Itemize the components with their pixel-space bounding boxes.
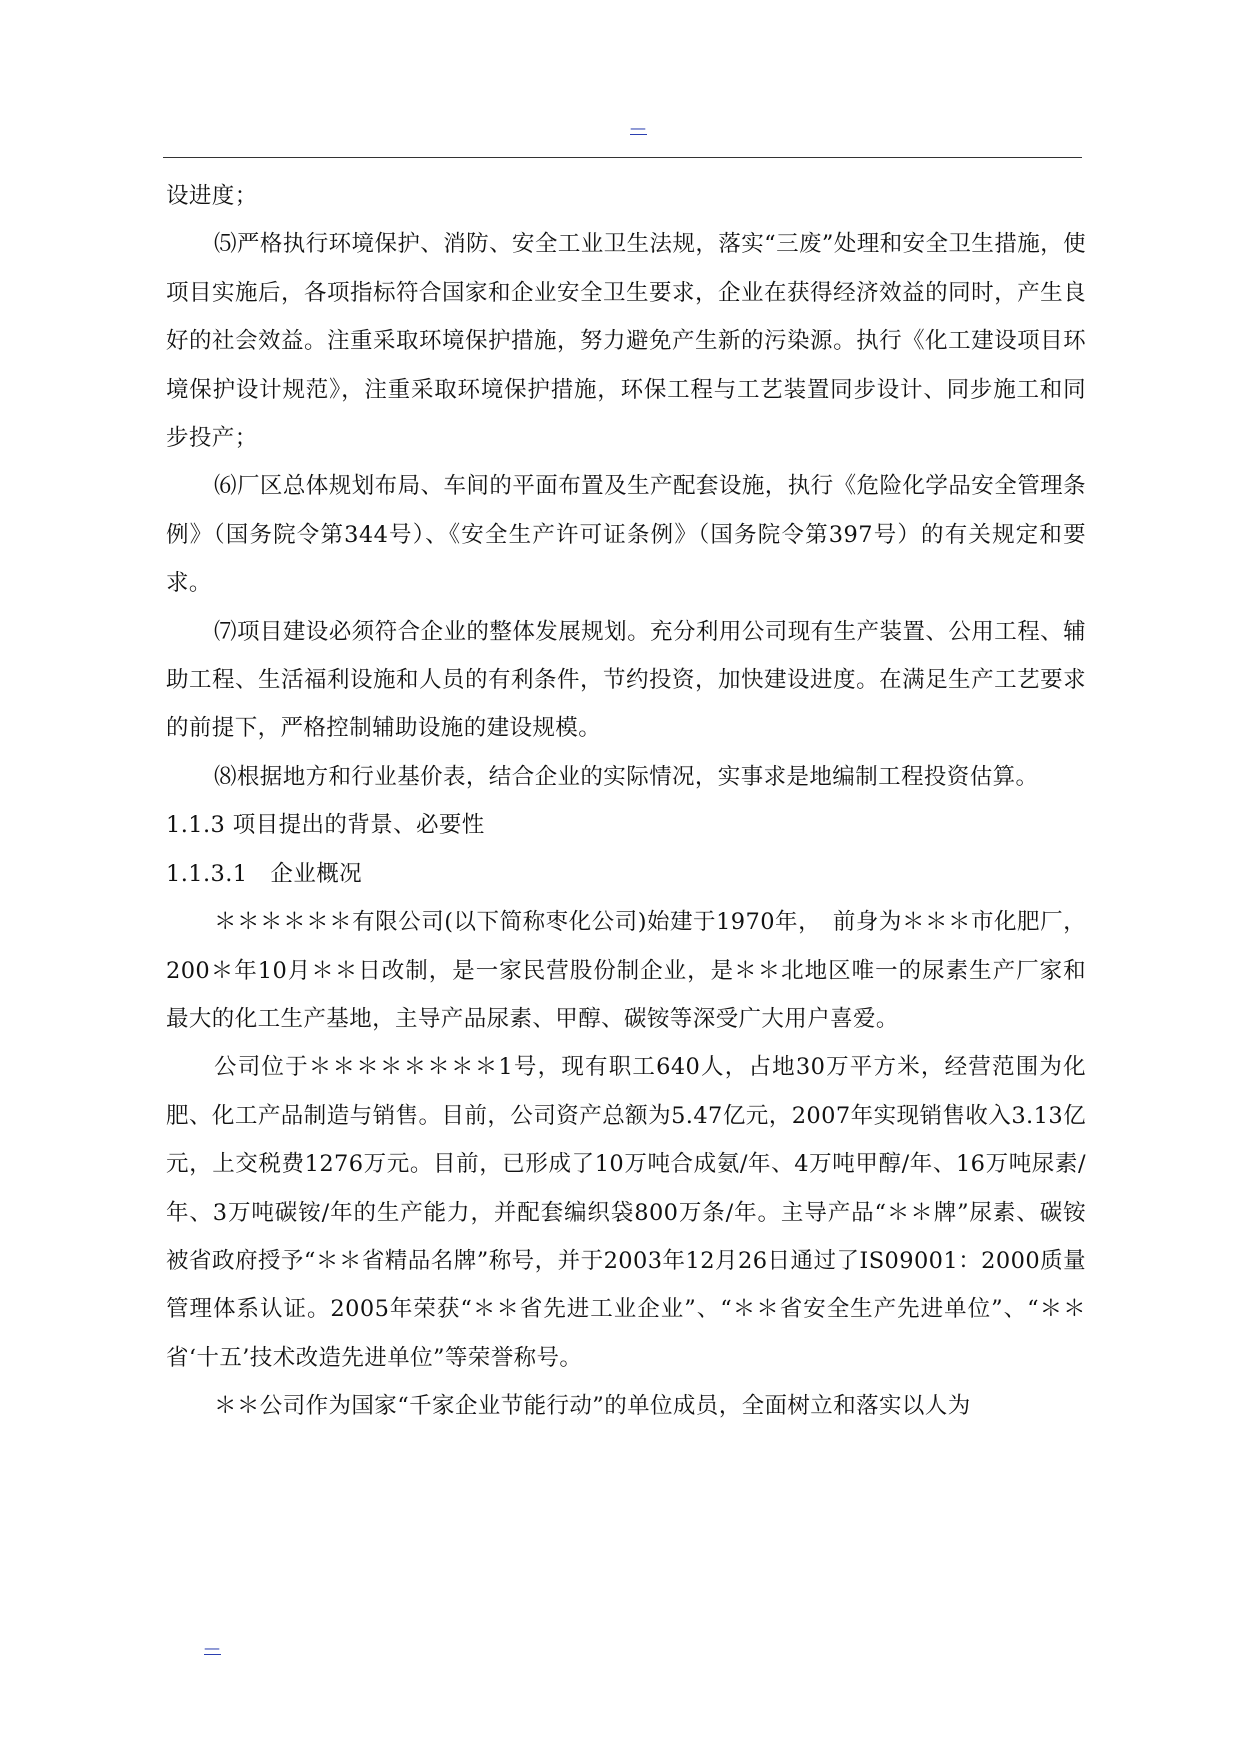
paragraph-item-6: ⑹厂区总体规划布局、车间的平面布置及生产配套设施，执行《危险化学品安全管理条例》（国务院令第344号）、《安全生产许可证条例》（国务院令第397号）的有关规定和要求。 [166, 473, 1086, 597]
paragraph-company-details: 公司位于＊＊＊＊＊＊＊＊1号，现有职工640人，占地30万平方米，经营范围为化肥、化工产品制造与销售。目前，公司资产总额为5.47亿元，2007年实现销售收入3.13亿元，上交税费1276万元。目前，已形成了10万吨合成氨/年、4万吨甲醇/年、16万吨尿素/年、3万吨碳铵/年的生产能力，并配套编织袋800万条/年。主导产品“＊＊牌”尿素、碳铵被省政府授予“＊＊省精品名牌”称号，并于2003年12月26日通过了IS09001：2000质量管理体系认证。2005年荣获“＊＊省先进工业企业”、“＊＊省安全生产先进单位”、“＊＊省‘十五’技术改造先进单位”等荣誉称号。 [166, 1054, 1086, 1371]
paragraph-item-8: ⑻根据地方和行业基价表，结合企业的实际情况，实事求是地编制工程投资估算。 [214, 763, 1039, 790]
header-rule [163, 157, 1082, 158]
paragraph-company-intro: ＊＊＊＊＊＊有限公司(以下简称枣化公司)始建于1970年， 前身为＊＊＊市化肥厂，200＊年10月＊＊日改制，是一家民营股份制企业，是＊＊北地区唯一的尿素生产厂家和最大的化工生产基地，主导产品尿素、甲醇、碳铵等深受广大用户喜爱。 [166, 909, 1086, 1032]
paragraph-continuation: 设进度； [166, 183, 258, 209]
paragraph-item-5: ⑸严格执行环境保护、消防、安全工业卫生法规，落实“三废”处理和安全卫生措施，使项目实施后，各项指标符合国家和企业安全卫生要求，企业在获得经济效益的同时，产生良好的社会效益。注重采取环境保护措施，努力避免产生新的污染源。执行《化工建设项目环境保护设计规范》，注重采取环境保护措施，环保工程与工艺装置同步设计、同步施工和同步投产； [166, 231, 1086, 452]
paragraph-energy-saving: ＊＊公司作为国家“千家企业节能行动”的单位成员，全面树立和落实以人为 [214, 1393, 971, 1420]
footer-mark: — [204, 1638, 221, 1657]
document-body [166, 172, 1086, 1431]
header-mark: — [630, 118, 647, 137]
section-heading-1-1-3: 1.1.3 项目提出的背景、必要性 [166, 812, 485, 839]
paragraph-item-7: ⑺项目建设必须符合企业的整体发展规划。充分利用公司现有生产装置、公用工程、辅助工程、生活福利设施和人员的有利条件，节约投资，加快建设进度。在满足生产工艺要求的前提下，严格控制辅助设施的建设规模。 [166, 618, 1086, 742]
section-heading-1-1-3-1: 1.1.3.1 企业概况 [166, 860, 363, 887]
